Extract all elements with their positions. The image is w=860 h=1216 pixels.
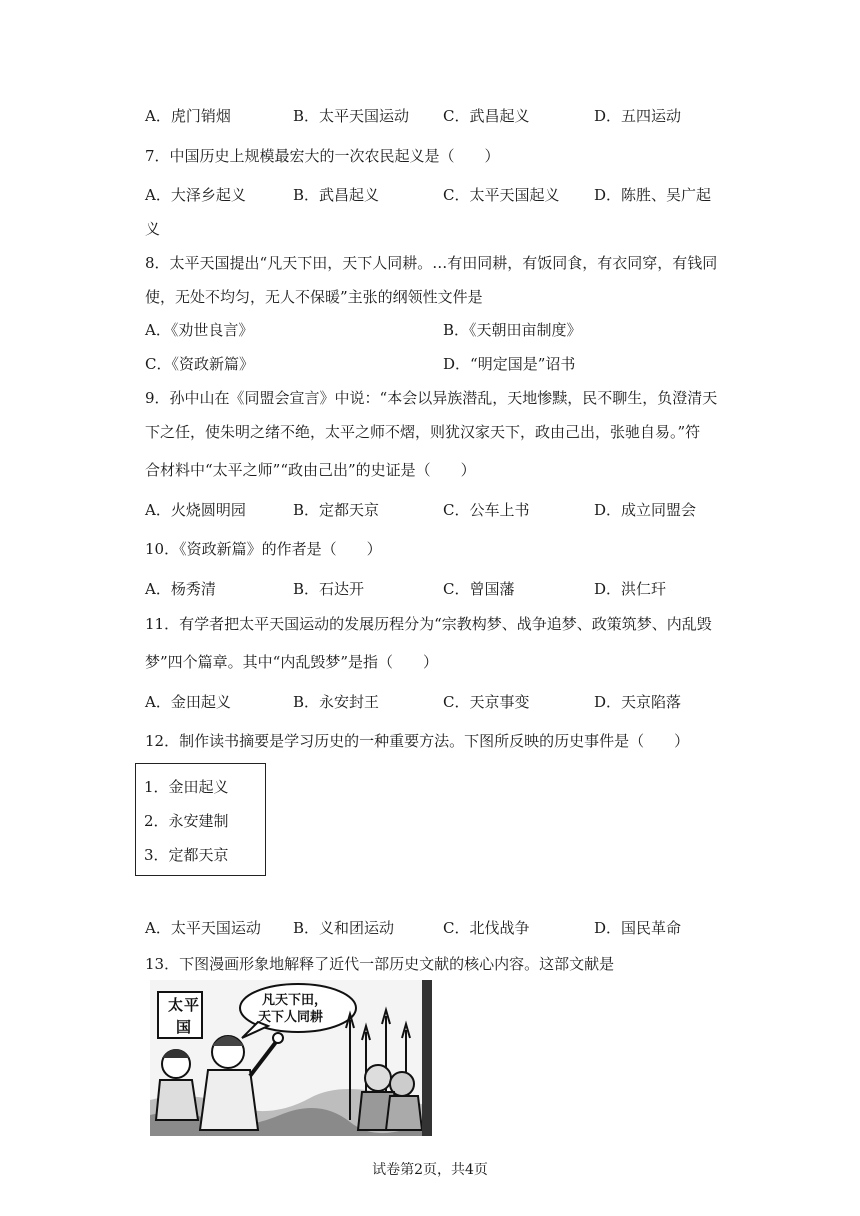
q11-option-a: A．金田起义	[145, 693, 231, 711]
q10-option-b: B．石达开	[293, 580, 365, 598]
reading-summary-box	[135, 763, 266, 876]
taiping-cartoon-image	[150, 980, 432, 1136]
page-footer: 试卷第2页，共4页	[372, 1162, 488, 1178]
q12-option-d: D．国民革命	[594, 919, 682, 937]
q11-stem-line2: 梦”四个篇章。其中“内乱毁梦”是指（ ）	[145, 653, 439, 671]
q9-option-c: C．公车上书	[443, 501, 530, 519]
q9-stem-line2: 下之任，使朱明之绪不绝，太平之师不熠，则犹汉家天下，政由己出，张驰自易。”符	[145, 423, 701, 441]
q7-option-c: C．太平天国起义	[443, 186, 560, 204]
q11-option-c: C．天京事变	[443, 693, 530, 711]
q11-option-d: D．天京陷落	[594, 693, 682, 711]
q10-option-c: C．曾国藩	[443, 580, 515, 598]
sign-char-3: 国	[176, 1018, 192, 1036]
q9-option-d: D．成立同盟会	[594, 501, 697, 519]
q12-option-c: C．北伐战争	[443, 919, 530, 937]
q11-stem-line1: 11．有学者把太平天国运动的发展历程分为“宗教构梦、战争追梦、政策筑梦、内乱毁	[145, 615, 712, 633]
q6-option-c: C．武昌起义	[443, 107, 530, 125]
q12-option-a: A．太平天国运动	[145, 919, 261, 937]
q8-option-a: A．《劝世良言》	[145, 321, 254, 339]
q8-option-c: C．《资政新篇》	[145, 355, 254, 373]
q8-option-b: B．《天朝田亩制度》	[443, 321, 582, 339]
q7-option-b: B．武昌起义	[293, 186, 380, 204]
summary-item-3: 3．定都天京	[144, 846, 229, 864]
bubble-line-1: 凡天下田，	[262, 993, 328, 1008]
q6-option-b: B．太平天国运动	[293, 107, 410, 125]
q8-option-d: D．“明定国是”诏书	[443, 355, 576, 373]
q9-option-a: A．火烧圆明园	[145, 501, 246, 519]
bubble-line-2: 天下人同耕	[258, 1010, 324, 1025]
summary-item-1: 1．金田起义	[144, 778, 229, 796]
q9-option-b: B．定都天京	[293, 501, 380, 519]
q10-option-a: A．杨秀清	[145, 580, 216, 598]
q8-stem-line1: 8．太平天国提出“凡天下田，天下人同耕。…有田同耕，有饭同食，有衣同穿，有钱同	[145, 254, 718, 272]
summary-item-2: 2．永安建制	[144, 812, 229, 830]
sign-char-1: 太	[168, 996, 184, 1014]
q7-option-d: D．陈胜、吴广起	[594, 186, 712, 204]
q8-stem-line2: 使，无处不均匀，无人不保暖”主张的纲领性文件是	[145, 288, 483, 306]
q9-stem-line3: 合材料中“太平之师”“政由己出”的史证是（ ）	[145, 461, 476, 479]
q10-option-d: D．洪仁玕	[594, 580, 667, 598]
q12-option-b: B．义和团运动	[293, 919, 395, 937]
q12-stem: 12．制作读书摘要是学习历史的一种重要方法。下图所反映的历史事件是（ ）	[145, 732, 690, 750]
q13-stem: 13．下图漫画形象地解释了近代一部历史文献的核心内容。这部文献是	[145, 955, 615, 973]
sign-char-2: 平	[184, 996, 200, 1014]
q6-option-a: A．虎门销烟	[145, 107, 231, 125]
q6-option-d: D．五四运动	[594, 107, 682, 125]
q7-stem: 7．中国历史上规模最宏大的一次农民起义是（ ）	[145, 147, 500, 165]
q7-option-a: A．大泽乡起义	[145, 186, 246, 204]
q11-option-b: B．永安封王	[293, 693, 380, 711]
q9-stem-line1: 9．孙中山在《同盟会宣言》中说：“本会以异族潜乱，天地惨黩，民不聊生，负澄清天	[145, 389, 718, 407]
q7-option-d-continued: 义	[145, 220, 161, 238]
q10-stem: 10．《资政新篇》的作者是（ ）	[145, 540, 382, 558]
